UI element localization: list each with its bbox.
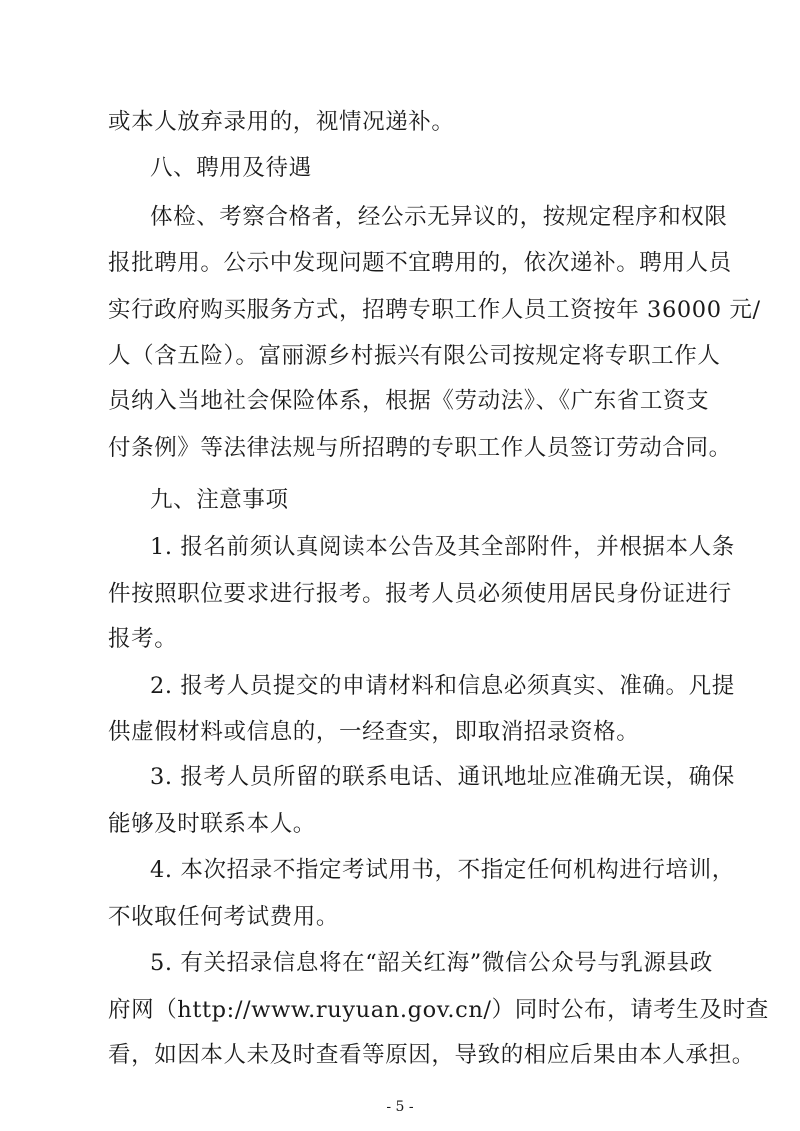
paragraph-line: 1. 报名前须认真阅读本公告及其全部附件，并根据本人条 [150, 534, 735, 560]
section-heading-employment: 八、聘用及待遇 [150, 155, 312, 181]
paragraph-line: 或本人放弃录用的，视情况递补。 [108, 109, 455, 135]
paragraph-line: 2. 报考人员提交的申请材料和信息必须真实、准确。凡提 [150, 673, 735, 699]
paragraph-line: 3. 报考人员所留的联系电话、通讯地址应准确无误，确保 [150, 764, 735, 790]
paragraph-line: 体检、考察合格者，经公示无异议的，按规定程序和权限 [150, 204, 728, 230]
paragraph-line: 人（含五险）。富丽源乡村振兴有限公司按规定将专职工作人 [108, 343, 721, 369]
paragraph-line: 报考。 [108, 626, 178, 652]
page-number: - 5 - [386, 1099, 414, 1115]
paragraph-line: 能够及时联系本人。 [108, 811, 316, 837]
paragraph-line: 员纳入当地社会保险体系，根据《劳动法》、《广东省工资支 [108, 388, 710, 414]
paragraph-line: 实行政府购买服务方式，招聘专职工作人员工资按年 36000 元/ [108, 297, 761, 323]
paragraph-line: 不收取任何考试费用。 [108, 904, 340, 930]
paragraph-line: 4. 本次招录不指定考试用书，不指定任何机构进行培训， [150, 857, 735, 883]
paragraph-line: 供虚假材料或信息的，一经查实，即取消招录资格。 [108, 719, 640, 745]
paragraph-line: 付条例》等法律法规与所招聘的专职工作人员签订劳动合同。 [108, 435, 732, 461]
section-heading-notes: 九、注意事项 [150, 487, 289, 513]
paragraph-line: 5. 有关招录信息将在“韶关红海”微信公众号与乳源县政 [150, 950, 713, 976]
paragraph-line: 府网（http://www.ruyuan.gov.cn/）同时公布，请考生及时查 [108, 997, 769, 1023]
paragraph-line: 报批聘用。公示中发现问题不宜聘用的，依次递补。聘用人员 [108, 250, 732, 276]
paragraph-line: 件按照职位要求进行报考。报考人员必须使用居民身份证进行 [108, 581, 732, 607]
paragraph-line: 看，如因本人未及时查看等原因，导致的相应后果由本人承担。 [108, 1042, 755, 1068]
